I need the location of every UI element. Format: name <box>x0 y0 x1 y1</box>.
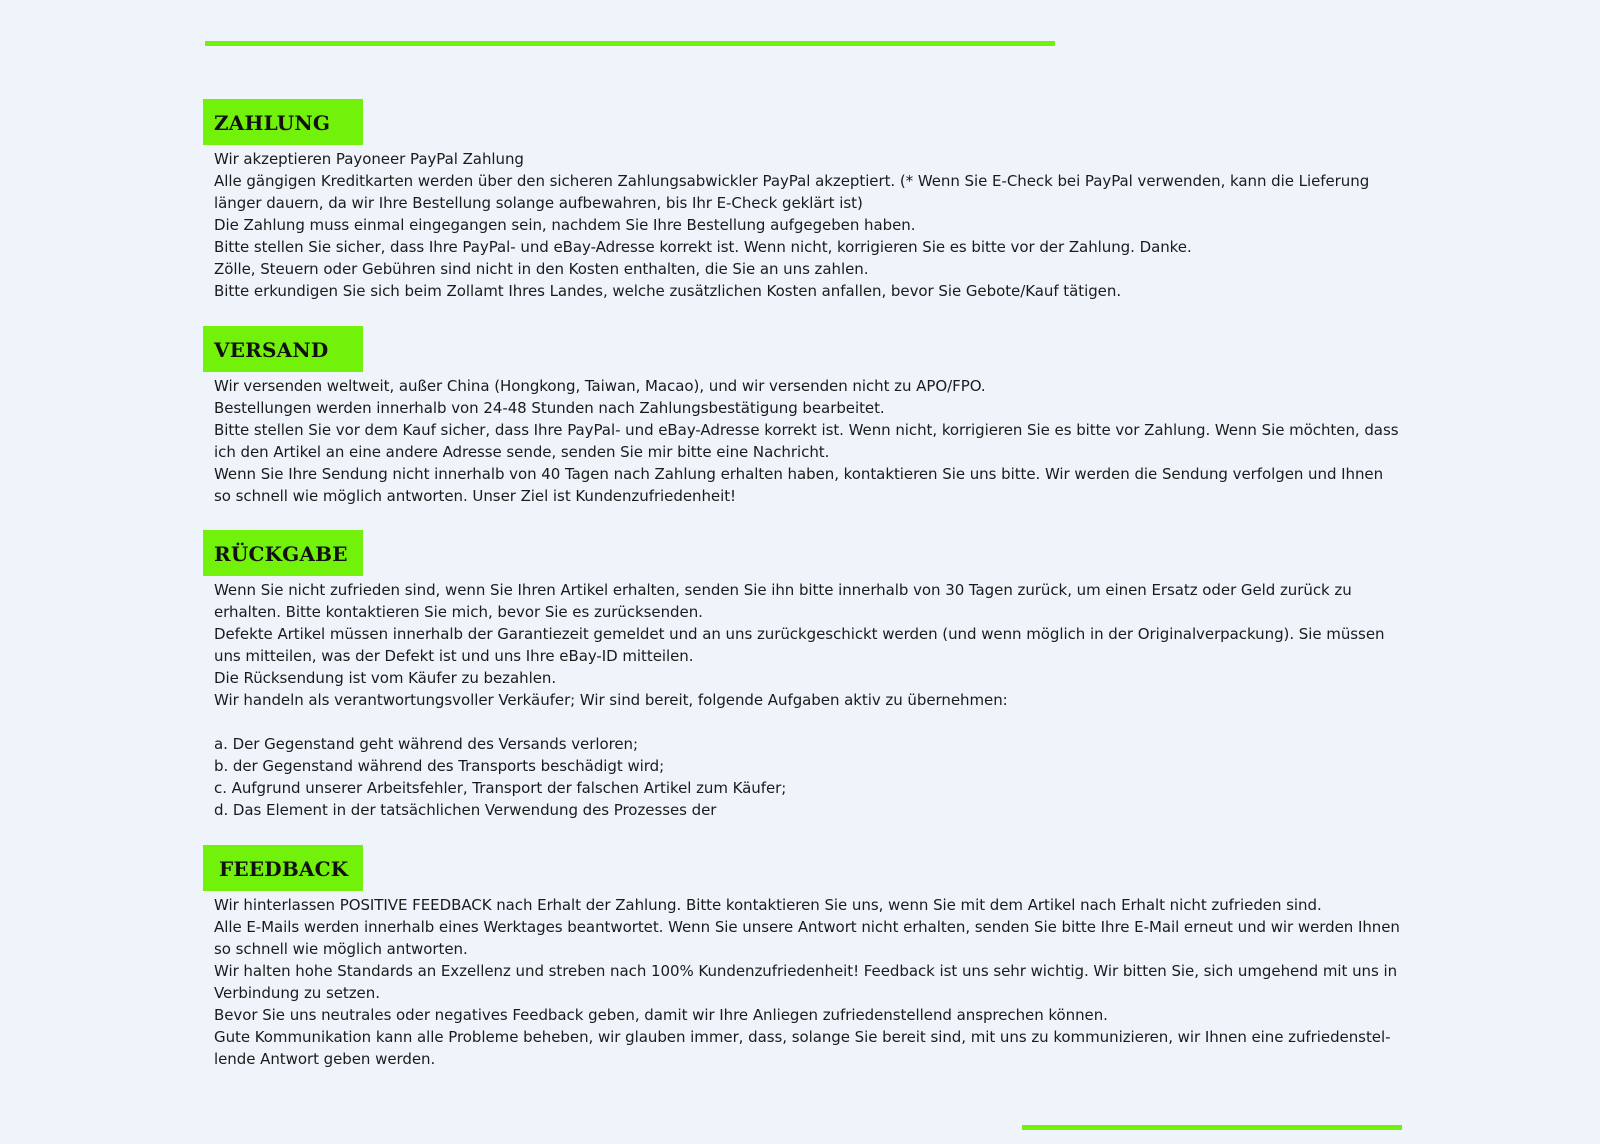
top-accent-rule <box>205 41 1055 46</box>
bottom-accent-rule <box>1022 1125 1402 1130</box>
paragraph: Wir hinterlassen POSITIVE FEEDBACK nach Erhalt der Zahlung. Bitte kontaktieren Sie uns, wenn Sie mit dem Artikel nach Erhalt nicht zufrieden sind. <box>214 896 1322 914</box>
paragraph: Bitte erkundigen Sie sich beim Zollamt Ihres Landes, welche zusätzlichen Kosten anfallen, bevor Sie Gebote/Kauf tätigen. <box>214 282 1122 300</box>
paragraph: Wir versenden weltweit, außer China (Hongkong, Taiwan, Macao), und wir versenden nicht zu APO/FPO. <box>214 377 986 395</box>
section-rueckgabe <box>203 530 1403 821</box>
paragraph: Alle gängigen Kreditkarten werden über den sicheren Zahlungsabwickler PayPal akzeptiert. (* Wenn Sie E-Check bei PayPal verwenden, kann die Lieferung länger dauern, da wir Ihre Bestellung solange aufbewahren, bis Ihr E-Check geklärt ist) <box>214 172 1370 212</box>
section-versand <box>203 326 1403 507</box>
paragraph: Wir akzeptieren Payoneer PayPal Zahlung <box>214 150 524 168</box>
section-feedback <box>203 845 1403 1070</box>
paragraph: Bitte stellen Sie vor dem Kauf sicher, dass Ihre PayPal- und eBay-Adresse korrekt ist. Wenn nicht, korrigieren Sie es bitte vor Zahlung. Wenn Sie möchten, dass ich den Artikel an eine andere Adresse sende, senden Sie mir bitte eine Nachricht. <box>214 421 1399 461</box>
list-item: c. Aufgrund unserer Arbeitsfehler, Transport der falschen Artikel zum Käufer; <box>214 779 787 797</box>
section-body-versand <box>203 375 1403 507</box>
list-item: d. Das Element in der tatsächlichen Verwendung des Prozesses der <box>214 801 717 819</box>
paragraph: Wir halten hohe Standards an Exzellenz und streben nach 100% Kundenzufriedenheit! Feedback ist uns sehr wichtig. Wir bitten Sie, sich umgehend mit uns in Verbindung zu setzen. <box>214 962 1398 1002</box>
paragraph: Die Rücksendung ist vom Käufer zu bezahlen. <box>214 669 557 687</box>
section-title-feedback: FEEDBACK <box>203 845 363 891</box>
section-body-feedback <box>203 894 1403 1070</box>
paragraph: Die Zahlung muss einmal eingegangen sein, nachdem Sie Ihre Bestellung aufgegeben haben. <box>214 216 916 234</box>
paragraph: Defekte Artikel müssen innerhalb der Garantiezeit gemeldet und an uns zurückgeschickt werden (und wenn möglich in der Originalverpackung). Sie müssen uns mitteilen, was der Defekt ist und uns Ihre eBay-ID mitteilen. <box>214 625 1385 665</box>
paragraph: Bevor Sie uns neutrales oder negatives Feedback geben, damit wir Ihre Anliegen zufriedenstellend ansprechen können. <box>214 1006 1108 1024</box>
list-item: b. der Gegenstand während des Transports beschädigt wird; <box>214 757 665 775</box>
paragraph: Bitte stellen Sie sicher, dass Ihre PayPal- und eBay-Adresse korrekt ist. Wenn nicht, korrigieren Sie es bitte vor der Zahlung. Danke. <box>214 238 1192 256</box>
paragraph: Zölle, Steuern oder Gebühren sind nicht in den Kosten enthalten, die Sie an uns zahlen. <box>214 260 869 278</box>
paragraph: Wir handeln als verantwortungsvoller Verkäufer; Wir sind bereit, folgende Aufgaben aktiv zu übernehmen: <box>214 691 1008 709</box>
paragraph: Alle E-Mails werden innerhalb eines Werktages beantwortet. Wenn Sie unsere Antwort nicht erhalten, senden Sie bitte Ihre E-Mail erneut und wir werden Ihnen so schnell wie möglich antworten. <box>214 918 1400 958</box>
spacer <box>214 711 1403 733</box>
paragraph: Wenn Sie nicht zufrieden sind, wenn Sie Ihren Artikel erhalten, senden Sie ihn bitte innerhalb von 30 Tagen zurück, um einen Ersatz oder Geld zurück zu erhalten. Bitte kontaktieren Sie mich, bevor Sie es zurücksenden. <box>214 581 1352 621</box>
section-title-zahlung: ZAHLUNG <box>203 99 363 145</box>
section-zahlung <box>203 99 1403 302</box>
section-body-rueckgabe <box>203 579 1403 821</box>
list-item: a. Der Gegenstand geht während des Versands verloren; <box>214 735 639 753</box>
paragraph: Wenn Sie Ihre Sendung nicht innerhalb von 40 Tagen nach Zahlung erhalten haben, kontaktieren Sie uns bitte. Wir werden die Sendung verfolgen und Ihnen so schnell wie möglich antworten. Unser Ziel ist Kundenzufriedenheit! <box>214 465 1384 505</box>
section-title-versand: VERSAND <box>203 326 363 372</box>
section-title-rueckgabe: RÜCKGABE <box>203 530 363 576</box>
paragraph: Bestellungen werden innerhalb von 24-48 Stunden nach Zahlungsbestätigung bearbeitet. <box>214 399 885 417</box>
section-body-zahlung <box>203 148 1403 302</box>
paragraph: Gute Kommunikation kann alle Probleme beheben, wir glauben immer, dass, solange Sie bereit sind, mit uns zu kommunizieren, wir Ihnen eine zufriedenstel-lende Antwort geben werden. <box>214 1028 1391 1068</box>
